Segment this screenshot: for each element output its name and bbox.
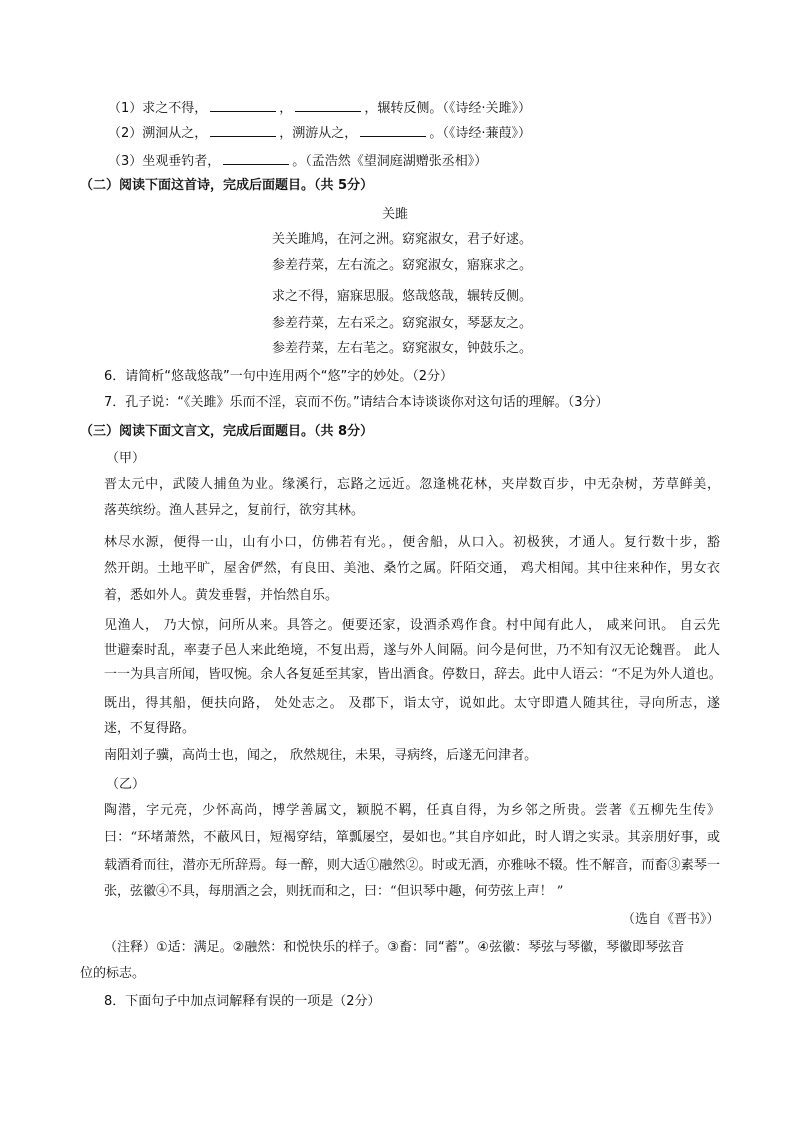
passage-line: 晋太元中，武陵人捕鱼为业。缘溪行，忘路之远近。忽逢桃花林，夹岸数百步，中无杂树，芳草鲜美， [104,477,720,492]
passage-label-jia: （甲） [106,451,146,466]
passage-line: 既出，得其船，便扶向路， 处处志之。 及郡下，诣太守，说如此。太守即遣人随其往，寻向所志，遂 [104,696,720,711]
question-7: 7．孔子说：“《关雎》乐而不淫，哀而不伤。”请结合本诗谈谈你对这句话的理解。（3分） [104,395,609,410]
passage-line: 落英缤纷。渔人甚异之，复前行，欲穷其林。 [104,503,365,518]
prompt-text: 坐观垂钓者， [142,154,221,169]
prompt-text: 求之不得， [142,101,208,116]
passage-label-yi: （乙） [106,777,146,792]
passage-line: 载酒肴而往，潜亦无所辞焉。每一醉，则大适①融然②。时或无酒，亦雅咏不辍。性不解音，而畜③素琴一 [104,858,720,873]
blank-question-1 [108,99,531,117]
answer-blank[interactable] [295,99,361,112]
prompt-text: 溯洄从之， [142,126,208,141]
passage-line: 见渔人， 乃大惊，问所从来。具答之。便要还家，设酒杀鸡作食。村中闻有此人， 咸来问讯。 自云先 [104,618,720,633]
passage-line: 林尽水源，便得一山，山有小口，仿佛若有光。，便舍船，从口入。初极狭，才通人。复行数十步，豁 [104,535,720,550]
item-number: （1） [108,101,143,116]
passage-line: 曰：“环堵萧然，不蔽风日，短褐穿结，箪瓢屡空，晏如也。”其自序如此，时人谓之实录。其亲朋好事，或 [104,830,720,845]
answer-blank[interactable] [223,152,289,165]
passage-line: 着，悉如外人。黄发垂髫，并怡然自乐。 [104,588,339,603]
prompt-text: ，辗转反侧。（《诗经·关雎》） [364,101,531,116]
question-8: 8．下面句子中加点词解释有误的一项是（2分） [104,994,381,1009]
poem-title: 关雎 [381,207,408,222]
section-heading: （二）阅读下面这首诗，完成后面题目。（共 5分） [80,178,374,193]
poem-line: 关关雎鸠，在河之洲。窈窕淑女，君子好逑。 [272,232,533,247]
annotation-notes-continued: 位的标志。 [80,966,146,981]
passage-line: 南阳刘子骥，高尚士也，闻之， 欣然规往，未果，寻病终，后遂无问津者。 [104,748,538,763]
answer-blank[interactable] [360,124,426,137]
question-6: 6．请简析“悠哉悠哉”一句中连用两个“悠”字的妙处。（2分） [104,369,453,384]
poem-line: 参差荇菜，左右流之。窈窕淑女，寤寐求之。 [272,258,533,273]
passage-line: 然开朗。土地平旷，屋舍俨然，有良田、美池、桑竹之属。阡陌交通， 鸡犬相闻。其中往来种作，男女衣 [104,561,720,576]
item-number: （2） [108,126,143,141]
blank-question-3 [108,152,487,170]
answer-blank[interactable] [210,99,276,112]
passage-line: 一一为具言所闻，皆叹惋。余人各复延至其家，皆出酒食。停数日，辞去。此中人语云：“不足为外人道也。 [104,667,722,682]
prompt-text: ， [279,101,293,116]
blank-question-2 [108,124,531,142]
passage-line: 陶潜，字元亮，少怀高尚，博学善属文，颖脱不羁，任真自得，为乡邻之所贵。尝著《五柳先生传》 [104,803,720,818]
annotation-notes: （注释）①适：满足。②融然：和悦快乐的样子。③畜：同“蓄”。④弦徽：琴弦与琴徽，琴徽即琴弦音 [104,940,685,955]
passage-line: 迷，不复得路。 [104,721,196,736]
poem-line: 参差荇菜，左右芼之。窈窕淑女，钟鼓乐之。 [272,341,533,356]
passage-line: 张，弦徽④不具，每朋酒之会，则抚而和之，曰：“但识琴中趣，何劳弦上声！ ” [104,884,564,899]
poem-line: 求之不得，寤寐思服。悠哉悠哉，辗转反侧。 [272,289,533,304]
poem-line: 参差荇菜，左右采之。窈窕淑女，琴瑟友之。 [272,316,533,331]
prompt-text: 。（孟浩然《望洞庭湖赠张丞相》） [292,154,488,169]
answer-blank[interactable] [210,124,276,137]
passage-line: 世避秦时乱，率妻子邑人来此绝境，不复出焉，遂与外人间隔。问今是何世，乃不知有汉无论魏晋。 此人 [104,643,720,658]
section-heading: （三）阅读下面文言文，完成后面题目。（共 8分） [80,424,374,439]
item-number: （3） [108,154,143,169]
prompt-text: 。（《诗经·蒹葭》） [429,126,531,141]
source-citation: （选自《晋书》） [622,912,720,927]
prompt-text: ，溯游从之， [279,126,358,141]
